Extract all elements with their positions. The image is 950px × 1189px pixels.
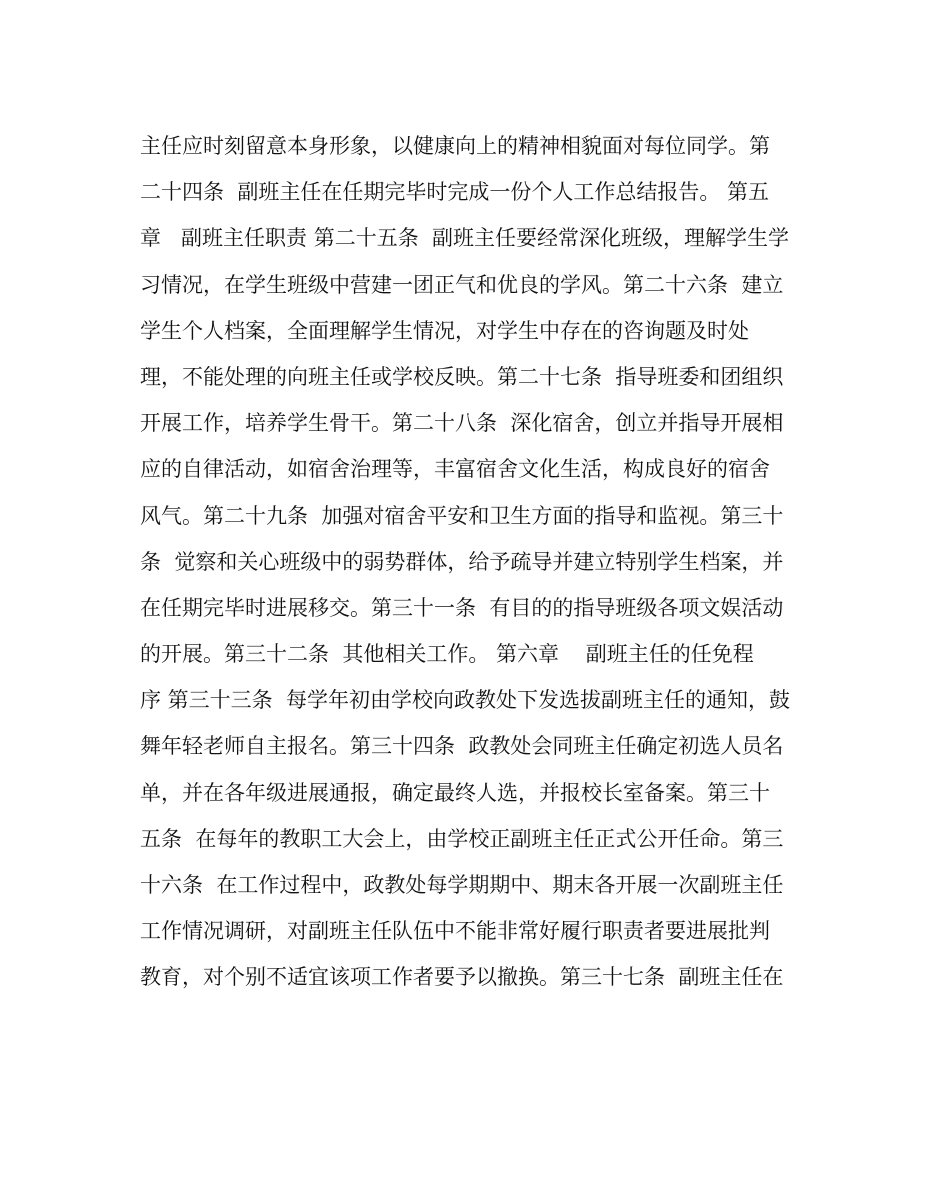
body-text: [140, 126, 830, 1004]
text-line: 教育，对个别不适宜该项工作者要予以撤换。第三十七条 副班主任在: [140, 965, 784, 990]
text-line: 序 第三十三条 每学年初由学校向政教处下发选拔副班主任的通知，鼓: [140, 688, 791, 713]
text-line: 的开展。第三十二条 其他相关工作。 第六章 副班主任的任免程: [140, 642, 754, 667]
text-line: 理，不能处理的向班主任或学校反映。第二十七条 指导班委和团组织: [140, 364, 784, 389]
text-line: 章 副班主任职责 第二十五条 副班主任要经常深化班级，理解学生学: [140, 226, 790, 251]
text-line: 舞年轻老师自主报名。第三十四条 政教处会同班主任确定初选人员名: [140, 734, 784, 759]
text-line: 风气。第二十九条 加强对宿舍平安和卫生方面的指导和监视。第三十: [140, 503, 784, 528]
text-line: 习情况，在学生班级中营建一团正气和优良的学风。第二十六条 建立: [140, 272, 784, 297]
text-line: 在任期完毕时进展移交。第三十一条 有目的的指导班级各项文娱活动: [140, 595, 784, 620]
text-line: 二十四条 副班主任在任期完毕时完成一份个人工作总结报告。 第五: [140, 180, 770, 205]
text-line: 学生个人档案，全面理解学生情况，对学生中存在的咨询题及时处: [140, 318, 749, 343]
text-line: 应的自律活动，如宿舍治理等，丰富宿舍文化生活，构成良好的宿舍: [140, 457, 770, 482]
text-line: 工作情况调研，对副班主任队伍中不能非常好履行职责者要进展批判: [140, 919, 770, 944]
text-line: 主任应时刻留意本身形象，以健康向上的精神相貌面对每位同学。第: [140, 134, 770, 158]
text-line: 条 觉察和关心班级中的弱势群体，给予疏导并建立特别学生档案，并: [140, 549, 784, 574]
text-line: 开展工作，培养学生骨干。第二十八条 深化宿舍，创立并指导开展相: [140, 411, 784, 436]
text-line: 单，并在各年级进展通报，确定最终人选，并报校长室备案。第三十: [140, 780, 770, 805]
text-line: 十六条 在工作过程中，政教处每学期期中、期末各开展一次副班主任: [140, 873, 784, 897]
text-line: 五条 在每年的教职工大会上，由学校正副班主任正式公开任命。第三: [140, 826, 784, 851]
